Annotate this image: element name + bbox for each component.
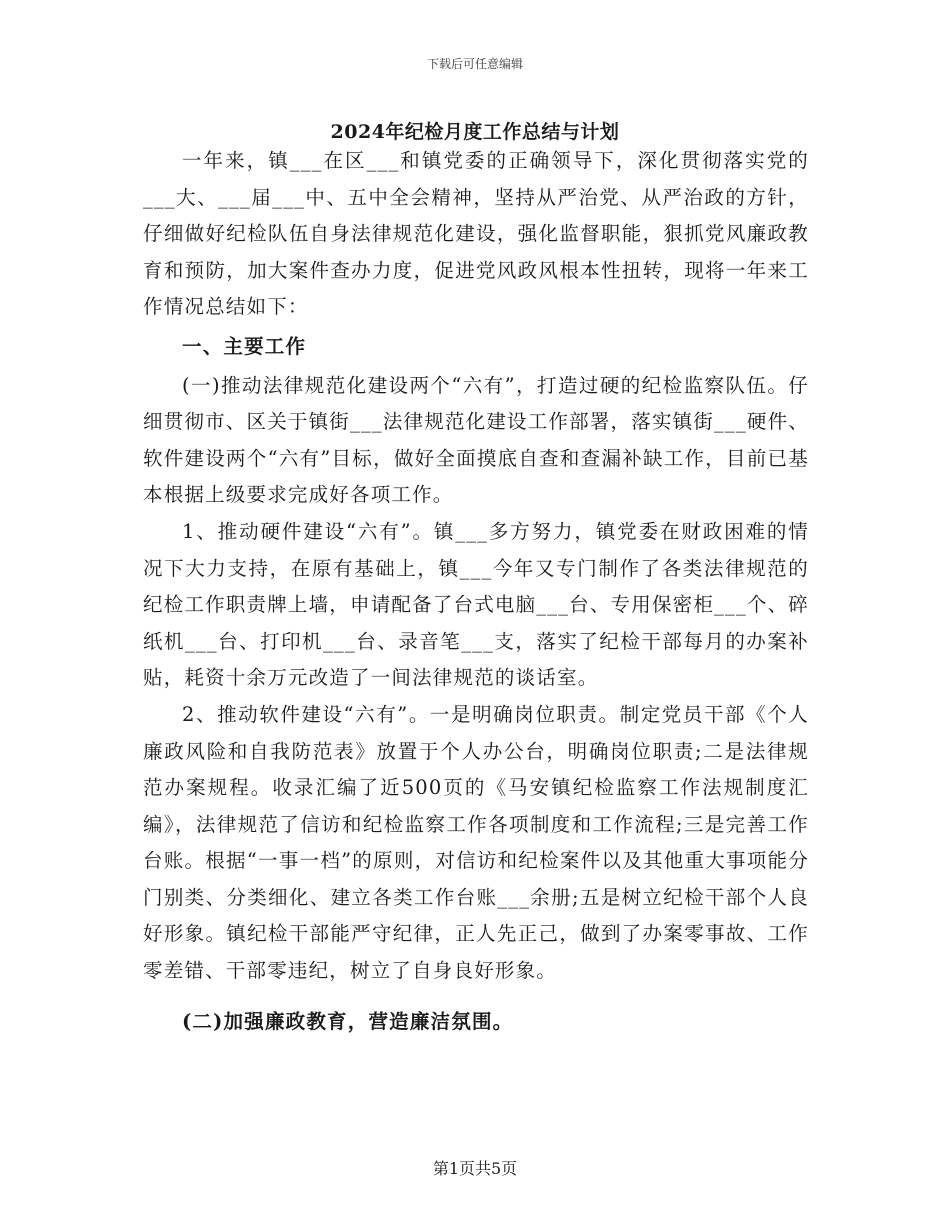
subsection-1-paragraph: (一)推动法律规范化建设两个“六有”，打造过硬的纪检监察队伍。仔细贯彻市、区关于镇街___法律规范化建设工作部署，落实镇街___硬件、软件建设两个“六有”目标，做好全面摸底自查和查漏补缺工作，目前已基本根据上级要求完成好各项工作。 xyxy=(143,373,810,507)
intro-paragraph: 一年来，镇___在区___和镇党委的正确领导下，深化贯彻落实党的___大、___届___中、五中全会精神，坚持从严治党、从严治政的方针，仔细做好纪检队伍自身法律规范化建设，强化监督职能，狠抓党风廉政教育和预防，加大案件查办力度，促进党风政风根本性扭转，现将一年来工作情况总结如下： xyxy=(143,149,809,319)
item-2-paragraph: 2、推动软件建设“六有”。一是明确岗位职责。制定党员干部《个人廉政风险和自我防范表》放置于个人办公台，明确岗位职责;二是法律规范办案规程。收录汇编了近500页的《马安镇纪检监察工作法规制度汇编》，法律规范了信访和纪检监察工作各项制度和工作流程;三是完善工作台账。根据“一事一档”的原则，对信访和纪检案件以及其他重大事项能分门别类、分类细化、建立各类工作台账___余册;五是树立纪检干部个人良好形象。镇纪检干部能严守纪律，正人先正己，做到了办案零事故、工作零差错、干部零违纪，树立了自身良好形象。 xyxy=(143,702,809,983)
subsection-2-heading: (二)加强廉政教育，营造廉洁氛围。 xyxy=(182,1009,514,1033)
page-number-footer: 第1页共5页 xyxy=(432,1159,518,1178)
document-body xyxy=(143,143,809,1040)
document-title: 2024年纪检月度工作总结与计划 xyxy=(330,121,620,143)
header-note: 下载后可任意编辑 xyxy=(426,57,523,71)
section-heading-main-work: 一、主要工作 xyxy=(182,334,307,358)
item-1-paragraph: 1、推动硬件建设“六有”。镇___多方努力，镇党委在财政困难的情况下大力支持，在原有基础上，镇___今年又专门制作了各类法律规范的纪检工作职责牌上墙，申请配备了台式电脑___台、专用保密柜___个、碎纸机___台、打印机___台、录音笔___支，落实了纪检干部每月的办案补贴，耗资十余万元改造了一间法律规范的谈话室。 xyxy=(143,519,810,690)
